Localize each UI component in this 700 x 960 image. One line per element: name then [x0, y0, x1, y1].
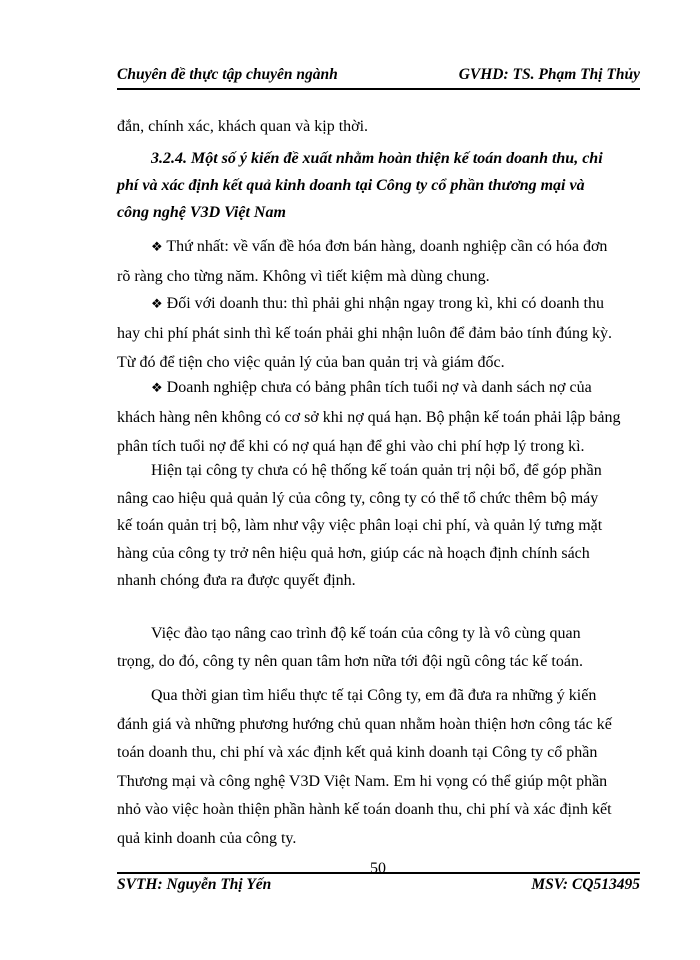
paragraph-line: Thương mại và công nghệ V3D Việt Nam. Em hi vọng có thể giúp một phần — [117, 772, 608, 790]
bullet-text: hay chi phí phát sinh thì kế toán phải ghi nhận luôn để đảm bảo tính đúng kỳ. — [117, 325, 613, 342]
bullet-text: Đối với doanh thu: thì phải ghi nhận ngay trong kì, khi có doanh thu — [166, 295, 604, 312]
heading-line: phí và xác định kết quả kinh doanh tại Công ty cổ phần thương mại và — [117, 177, 585, 194]
page-footer — [117, 860, 640, 896]
header-supervisor: GVHD: TS. Phạm Thị Thủy — [458, 66, 640, 83]
diamond-bullet-icon: ❖ — [151, 297, 163, 312]
footer-student-id: MSV: CQ513495 — [531, 876, 640, 893]
paragraph-line: quả kinh doanh của công ty. — [117, 829, 297, 847]
heading-line: 3.2.4. Một số ý kiến đề xuất nhằm hoàn thiện kế toán doanh thu, chi — [151, 150, 603, 167]
paragraph-conclusion — [117, 682, 637, 853]
bullet-item — [117, 289, 637, 377]
heading-line: công nghệ V3D Việt Nam — [117, 204, 286, 221]
section-heading — [117, 145, 637, 226]
paragraph-line: Hiện tại công ty chưa có hệ thống kế toán quản trị nội bổ, để góp phần — [151, 462, 602, 479]
bullet-text: Từ đó để tiện cho việc quản lý của ban quản trị và giám đốc. — [117, 354, 505, 371]
paragraph-line: hàng của công ty trở nên hiệu quả hơn, giúp các nà hoạch định chính sách — [117, 544, 590, 562]
paragraph-line: trọng, do đó, công ty nên quan tâm hơn nữa tới đội ngũ công tác kế toán. — [117, 653, 583, 670]
bullet-text: khách hàng nên không có cơ sở khi nợ quá hạn. Bộ phận kế toán phải lập bảng — [117, 409, 621, 426]
paragraph-line: nhỏ vào việc hoàn thiện phần hành kế toán doanh thu, chi phí và xác định kết — [117, 801, 612, 818]
header-course-title: Chuyên đề thực tập chuyên ngành — [117, 66, 338, 83]
page-number: 50 — [370, 860, 386, 877]
paragraph-line: nâng cao hiệu quả quản lý của công ty, công ty có thể tổ chức thêm bộ máy — [117, 489, 599, 507]
bullet-text: Thứ nhất: về vấn đề hóa đơn bán hàng, doanh nghiệp cần có hóa đơn — [166, 238, 608, 255]
page-header — [117, 60, 640, 90]
bullet-text: phân tích tuổi nợ để khi có nợ quá hạn để ghi vào chi phí hợp lý trong kì. — [117, 438, 585, 455]
paragraph-line: Qua thời gian tìm hiểu thực tế tại Công ty, em đã đưa ra những ý kiến — [151, 687, 597, 704]
bullet-item — [117, 232, 637, 291]
paragraph-line: Việc đào tạo nâng cao trình độ kế toán của công ty là vô cùng quan — [151, 625, 581, 642]
paragraph-training — [117, 620, 637, 676]
intro-line: đắn, chính xác, khách quan và kịp thời. — [117, 118, 369, 135]
paragraph-management-accounting — [117, 457, 637, 595]
diamond-bullet-icon: ❖ — [151, 381, 163, 396]
bullet-item — [117, 373, 637, 461]
bullet-text: Doanh nghiệp chưa có bảng phân tích tuổi nợ và danh sách nợ của — [166, 379, 592, 396]
paragraph-line: toán doanh thu, chi phí và xác định kết quả kinh doanh tại Công ty cổ phần — [117, 744, 598, 761]
footer-student-name: SVTH: Nguyễn Thị Yến — [117, 876, 272, 893]
paragraph-line: nhanh chóng đưa ra được quyết định. — [117, 572, 356, 589]
paragraph-line: kế toán quản trị bộ, làm như vậy việc phân loại chi phí, và quản lý tưng mặt — [117, 517, 603, 534]
bullet-text: rõ ràng cho từng năm. Không vì tiết kiệm mà dùng chung. — [117, 268, 490, 285]
diamond-bullet-icon: ❖ — [151, 240, 163, 255]
paragraph-line: đánh giá và những phương hướng chủ quan nhằm hoàn thiện hơn công tác kế — [117, 715, 612, 733]
